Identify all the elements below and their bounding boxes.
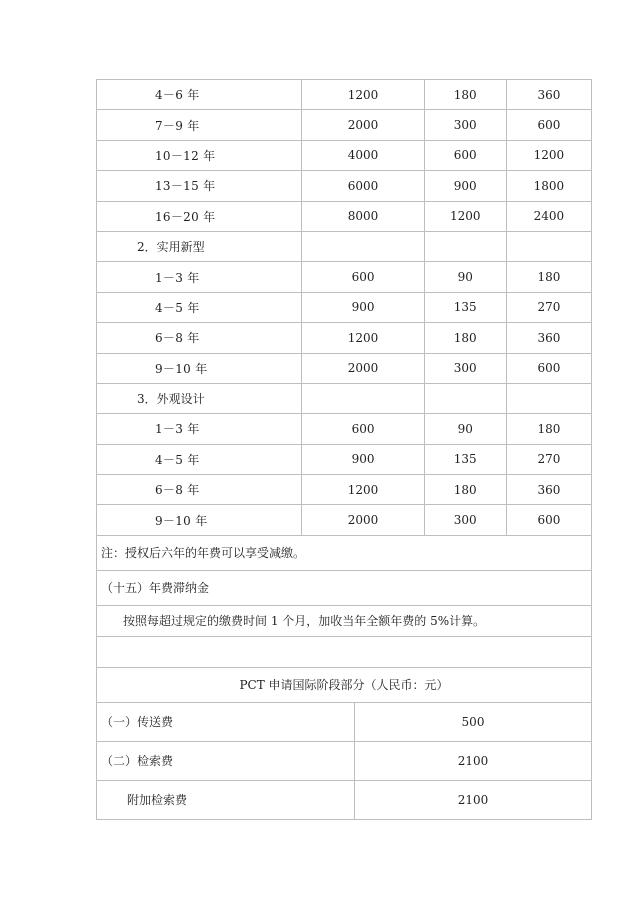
fee-cell: 600 [506, 110, 591, 140]
fee-cell: 180 [424, 475, 506, 505]
fee-cell: 2000 [302, 353, 424, 383]
fee-cell: 1200 [302, 475, 424, 505]
year-range-cell: 4－6 年 [97, 80, 302, 110]
year-range-cell: 7－9 年 [97, 110, 302, 140]
annual-fee-table-body [97, 80, 592, 668]
fee-cell: 270 [506, 444, 591, 474]
fee-cell [506, 383, 591, 413]
pct-fee-label: （一）传送费 [97, 702, 355, 741]
fee-cell: 1200 [506, 140, 591, 170]
pct-title-row [97, 667, 592, 702]
table-row [97, 475, 592, 505]
late-fee-heading: （十五）年费滞纳金 [97, 570, 592, 605]
fee-cell: 600 [506, 505, 591, 535]
year-range-cell: 16－20 年 [97, 201, 302, 231]
fee-cell: 1800 [506, 171, 591, 201]
fee-cell: 4000 [302, 140, 424, 170]
fee-cell: 270 [506, 292, 591, 322]
annual-fee-table [96, 79, 592, 668]
blank-cell [97, 636, 592, 667]
year-range-cell: 6－8 年 [97, 323, 302, 353]
fee-cell: 90 [424, 414, 506, 444]
table-row [97, 110, 592, 140]
fee-cell: 600 [302, 414, 424, 444]
table-row [97, 414, 592, 444]
fee-cell [506, 231, 591, 261]
fee-cell [302, 383, 424, 413]
fee-cell [424, 383, 506, 413]
table-row [97, 444, 592, 474]
table-row [97, 741, 592, 780]
fee-cell: 600 [302, 262, 424, 292]
table-row [97, 262, 592, 292]
fee-cell: 2000 [302, 505, 424, 535]
year-range-cell: 9－10 年 [97, 353, 302, 383]
year-range-cell: 1－3 年 [97, 414, 302, 444]
fee-cell: 2400 [506, 201, 591, 231]
fee-cell: 180 [424, 80, 506, 110]
fee-cell: 900 [302, 444, 424, 474]
fee-cell [302, 231, 424, 261]
table-row [97, 323, 592, 353]
fee-cell: 180 [506, 262, 591, 292]
fee-cell: 1200 [302, 323, 424, 353]
year-range-cell: 4－5 年 [97, 292, 302, 322]
fee-cell: 360 [506, 323, 591, 353]
year-range-cell: 4－5 年 [97, 444, 302, 474]
table-row [97, 780, 592, 819]
fee-cell: 900 [302, 292, 424, 322]
section-heading-row [97, 570, 592, 605]
fee-reduction-note: 注：授权后六年的年费可以享受减缴。 [97, 535, 592, 570]
fee-cell: 300 [424, 110, 506, 140]
pct-fee-value: 2100 [355, 741, 592, 780]
table-row-category [97, 231, 592, 261]
fee-cell: 90 [424, 262, 506, 292]
pct-fee-table [96, 667, 592, 820]
fee-cell: 360 [506, 80, 591, 110]
fee-cell: 2000 [302, 110, 424, 140]
fee-cell: 600 [506, 353, 591, 383]
table-row-category [97, 383, 592, 413]
fee-cell: 6000 [302, 171, 424, 201]
category-label-cell: 3．外观设计 [97, 383, 302, 413]
fee-cell: 1200 [302, 80, 424, 110]
table-row [97, 353, 592, 383]
table-row [97, 80, 592, 110]
blank-row [97, 636, 592, 667]
year-range-cell: 6－8 年 [97, 475, 302, 505]
year-range-cell: 13－15 年 [97, 171, 302, 201]
year-range-cell: 9－10 年 [97, 505, 302, 535]
table-row [97, 702, 592, 741]
fee-cell: 135 [424, 292, 506, 322]
year-range-cell: 1－3 年 [97, 262, 302, 292]
pct-fee-value: 2100 [355, 780, 592, 819]
fee-cell: 135 [424, 444, 506, 474]
pct-table-title: PCT 申请国际阶段部分（人民币：元） [97, 667, 592, 702]
note-row [97, 535, 592, 570]
fee-cell: 300 [424, 505, 506, 535]
table-row [97, 140, 592, 170]
fee-cell: 300 [424, 353, 506, 383]
fee-cell: 600 [424, 140, 506, 170]
pct-fee-value: 500 [355, 702, 592, 741]
fee-cell: 900 [424, 171, 506, 201]
table-row [97, 292, 592, 322]
table-row [97, 171, 592, 201]
pct-fee-label: 附加检索费 [97, 780, 355, 819]
document-page [96, 79, 592, 820]
fee-cell: 1200 [424, 201, 506, 231]
table-row [97, 201, 592, 231]
fee-cell: 180 [424, 323, 506, 353]
table-row [97, 505, 592, 535]
fee-cell: 8000 [302, 201, 424, 231]
fee-cell: 180 [506, 414, 591, 444]
fee-cell [424, 231, 506, 261]
year-range-cell: 10－12 年 [97, 140, 302, 170]
category-label-cell: 2．实用新型 [97, 231, 302, 261]
late-fee-description: 按照每超过规定的缴费时间 1 个月，加收当年全额年费的 5%计算。 [97, 605, 592, 636]
section-text-row [97, 605, 592, 636]
pct-fee-label: （二）检索费 [97, 741, 355, 780]
fee-cell: 360 [506, 475, 591, 505]
